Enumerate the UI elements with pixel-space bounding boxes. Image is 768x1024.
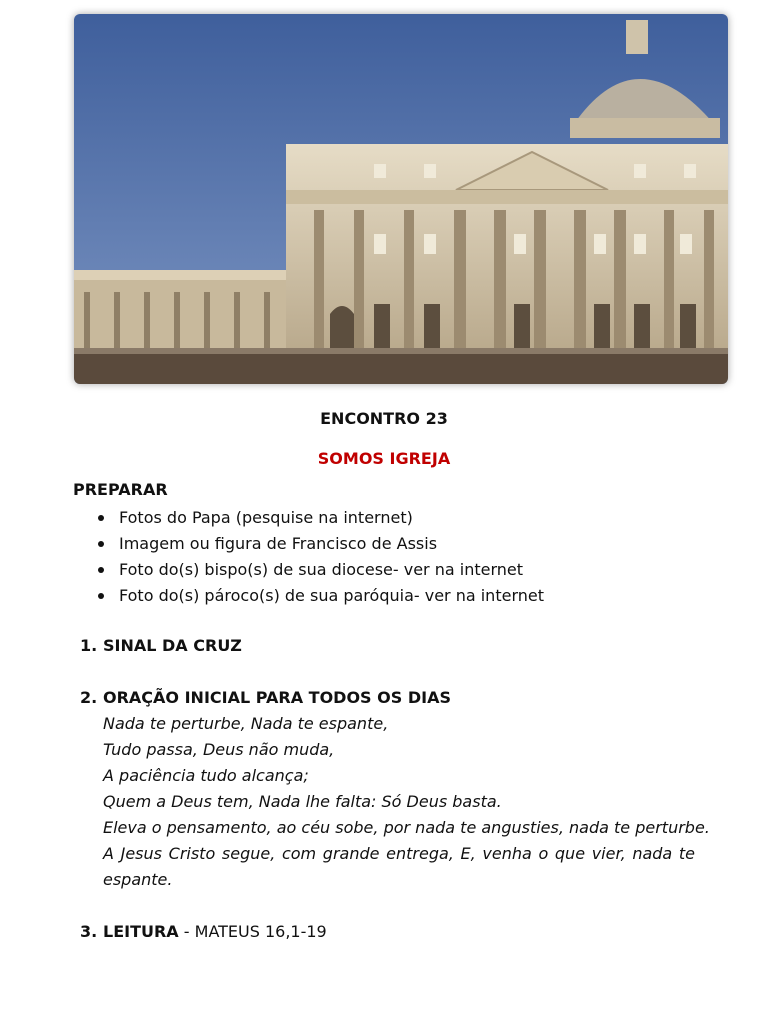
- section-number: 2.: [80, 688, 98, 707]
- preparar-list: [96, 505, 544, 609]
- prayer-line: Nada te perturbe, Nada te espante,: [103, 714, 389, 733]
- prayer-line: Quem a Deus tem, Nada lhe falta: Só Deus basta.: [103, 792, 502, 811]
- prayer-line: A Jesus Cristo segue, com grande entrega, E, venha o que vier, nada te espante.: [103, 844, 695, 889]
- prayer-text: [103, 711, 710, 893]
- prayer-line: Tudo passa, Deus não muda,: [103, 740, 335, 759]
- st-peters-basilica-photo: [74, 14, 728, 384]
- section-title: SINAL DA CRUZ: [103, 636, 242, 655]
- list-item: Foto do(s) pároco(s) de sua paróquia- ver na internet: [96, 583, 544, 609]
- section-sinal-da-cruz: [80, 636, 242, 655]
- section-title: ORAÇÃO INICIAL PARA TODOS OS DIAS: [103, 688, 451, 707]
- reading-reference: - MATEUS 16,1-19: [178, 922, 327, 941]
- section-title: LEITURA: [103, 922, 179, 941]
- section-oracao-inicial: [80, 688, 451, 707]
- prayer-line: A paciência tudo alcança;: [103, 766, 309, 785]
- prayer-line: Eleva o pensamento, ao céu sobe, por nada te angusties, nada te perturbe.: [103, 818, 710, 837]
- section-number: 3.: [80, 922, 98, 941]
- basilica-illustration: [74, 14, 728, 384]
- section-leitura: [80, 922, 327, 941]
- encounter-title: ENCONTRO 23: [320, 409, 448, 428]
- section-number: 1.: [80, 636, 98, 655]
- theme-title: SOMOS IGREJA: [317, 449, 451, 468]
- list-item: Foto do(s) bispo(s) de sua diocese- ver na internet: [96, 557, 544, 583]
- preparar-heading: PREPARAR: [73, 480, 168, 499]
- list-item: Fotos do Papa (pesquise na internet): [96, 505, 544, 531]
- list-item: Imagem ou figura de Francisco de Assis: [96, 531, 544, 557]
